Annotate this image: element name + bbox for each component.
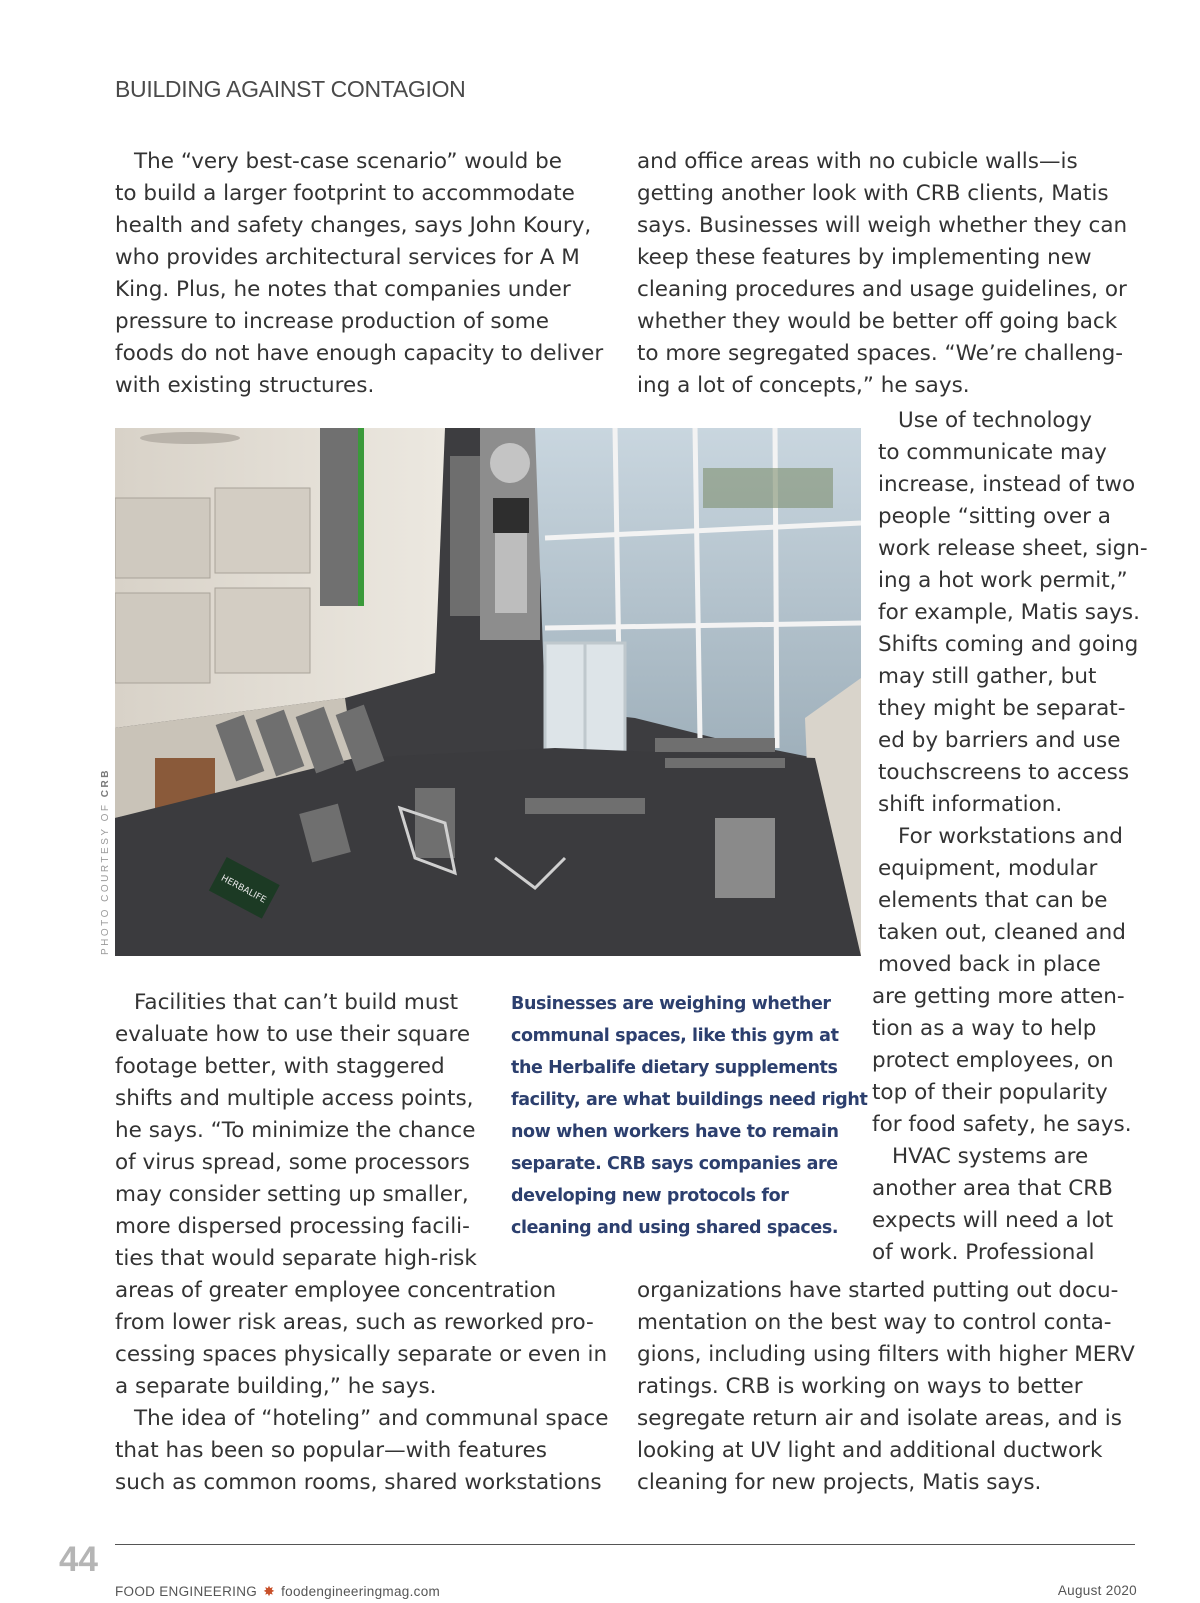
floor-mat-text: HERBALIFE — [219, 873, 268, 906]
text-line: ed by barriers and use — [878, 728, 1121, 753]
text-line: getting another look with CRB clients, Matis — [637, 181, 1109, 206]
magazine-url: foodengineeringmag.com — [281, 1584, 441, 1599]
text-line: ing a hot work permit,” — [878, 568, 1128, 593]
footer-publication — [115, 1583, 440, 1600]
gym-photo-illustration — [115, 428, 861, 956]
text-line: they might be separat- — [878, 696, 1126, 721]
footer-rule — [115, 1544, 1135, 1545]
caption-line: the Herbalife dietary supplements — [511, 1058, 838, 1078]
text-line: increase, instead of two — [878, 472, 1136, 497]
text-line: The idea of “hoteling” and communal space — [134, 1406, 609, 1431]
text-line: mentation on the best way to control conta- — [637, 1310, 1112, 1335]
photo-credit-prefix: PHOTO COURTESY OF — [100, 802, 111, 955]
text-line: King. Plus, he notes that companies under — [115, 277, 571, 302]
text-line: segregate return air and isolate areas, and is — [637, 1406, 1122, 1431]
text-line: cleaning procedures and usage guidelines, or — [637, 277, 1127, 302]
text-line: are getting more atten- — [872, 984, 1125, 1009]
text-line: top of their popularity — [872, 1080, 1108, 1105]
section-label: BUILDING AGAINST CONTAGION — [115, 76, 466, 102]
text-line: work release sheet, sign- — [878, 536, 1148, 561]
text-line: Shifts coming and going — [878, 632, 1139, 657]
magazine-name: FOOD ENGINEERING — [115, 1584, 258, 1599]
text-line: another area that CRB — [872, 1176, 1113, 1201]
text-line: from lower risk areas, such as reworked pro- — [115, 1310, 594, 1335]
text-line: health and safety changes, says John Koury, — [115, 213, 592, 238]
page-number: 44 — [59, 1540, 98, 1579]
text-line: to build a larger footprint to accommodate — [115, 181, 575, 206]
text-line: says. Businesses will weigh whether they can — [637, 213, 1128, 238]
caption-line: cleaning and using shared spaces. — [511, 1218, 839, 1238]
text-line: elements that can be — [878, 888, 1108, 913]
text-line: a separate building,” he says. — [115, 1374, 437, 1399]
text-line: for food safety, he says. — [872, 1112, 1132, 1137]
bullet-icon: ✸ — [263, 1583, 276, 1599]
text-line: with existing structures. — [115, 373, 375, 398]
issue-date: August 2020 — [1057, 1583, 1137, 1598]
text-line: taken out, cleaned and — [878, 920, 1126, 945]
caption-line: communal spaces, like this gym at — [511, 1026, 839, 1046]
text-line: whether they would be better off going back — [637, 309, 1118, 334]
caption-line: facility, are what buildings need right — [511, 1090, 868, 1110]
caption-line: separate. CRB says companies are — [511, 1154, 838, 1174]
text-line: expects will need a lot — [872, 1208, 1114, 1233]
text-line: shifts and multiple access points, — [115, 1086, 474, 1111]
text-line: organizations have started putting out docu- — [637, 1278, 1119, 1303]
text-line: evaluate how to use their square — [115, 1022, 471, 1047]
text-line: that has been so popular—with features — [115, 1438, 547, 1463]
text-line: foods do not have enough capacity to deliver — [115, 341, 604, 366]
text-line: HVAC systems are — [892, 1144, 1089, 1169]
text-line: ratings. CRB is working on ways to better — [637, 1374, 1083, 1399]
text-line: people “sitting over a — [878, 504, 1111, 529]
text-line: Use of technology — [898, 408, 1092, 433]
text-line: shift information. — [878, 792, 1063, 817]
body-paragraph — [637, 1275, 1135, 1499]
text-line: and office areas with no cubicle walls—is — [637, 149, 1078, 174]
caption-line: developing new protocols for — [511, 1186, 789, 1206]
body-paragraph — [872, 405, 1148, 1269]
text-line: For workstations and — [898, 824, 1123, 849]
caption-line: Businesses are weighing whether — [511, 994, 831, 1014]
text-line: of work. Professional — [872, 1240, 1095, 1265]
body-paragraph — [115, 987, 608, 1499]
text-line: tion as a way to help — [872, 1016, 1097, 1041]
body-paragraph — [115, 146, 603, 402]
gym-photo — [115, 428, 861, 956]
text-line: areas of greater employee concentration — [115, 1278, 557, 1303]
text-line: cleaning for new projects, Matis says. — [637, 1470, 1042, 1495]
text-line: he says. “To minimize the chance — [115, 1118, 476, 1143]
text-line: for example, Matis says. — [878, 600, 1140, 625]
text-line: of virus spread, some processors — [115, 1150, 470, 1175]
photo-credit-name: CRB — [100, 768, 111, 798]
text-line: may consider setting up smaller, — [115, 1182, 469, 1207]
text-line: pressure to increase production of some — [115, 309, 549, 334]
body-paragraph — [637, 146, 1127, 402]
text-line: may still gather, but — [878, 664, 1097, 689]
text-line: to more segregated spaces. “We’re challeng- — [637, 341, 1123, 366]
text-line: to communicate may — [878, 440, 1107, 465]
text-line: who provides architectural services for A M — [115, 245, 580, 270]
text-line: keep these features by implementing new — [637, 245, 1092, 270]
text-line: gions, including using filters with higher MERV — [637, 1342, 1135, 1367]
caption-line: now when workers have to remain — [511, 1122, 839, 1142]
text-line: Facilities that can’t build must — [134, 990, 459, 1015]
text-line: moved back in place — [878, 952, 1101, 977]
text-line: touchscreens to access — [878, 760, 1130, 785]
text-line: ties that would separate high-risk — [115, 1246, 477, 1271]
text-line: ing a lot of concepts,” he says. — [637, 373, 970, 398]
text-line: looking at UV light and additional ductwork — [637, 1438, 1103, 1463]
text-line: cessing spaces physically separate or even in — [115, 1342, 608, 1367]
text-line: The “very best-case scenario” would be — [134, 149, 562, 174]
text-line: protect employees, on — [872, 1048, 1114, 1073]
text-line: more dispersed processing facili- — [115, 1214, 470, 1239]
text-line: footage better, with staggered — [115, 1054, 445, 1079]
photo-credit — [100, 768, 111, 955]
text-line: such as common rooms, shared workstations — [115, 1470, 602, 1495]
text-line: equipment, modular — [878, 856, 1098, 881]
